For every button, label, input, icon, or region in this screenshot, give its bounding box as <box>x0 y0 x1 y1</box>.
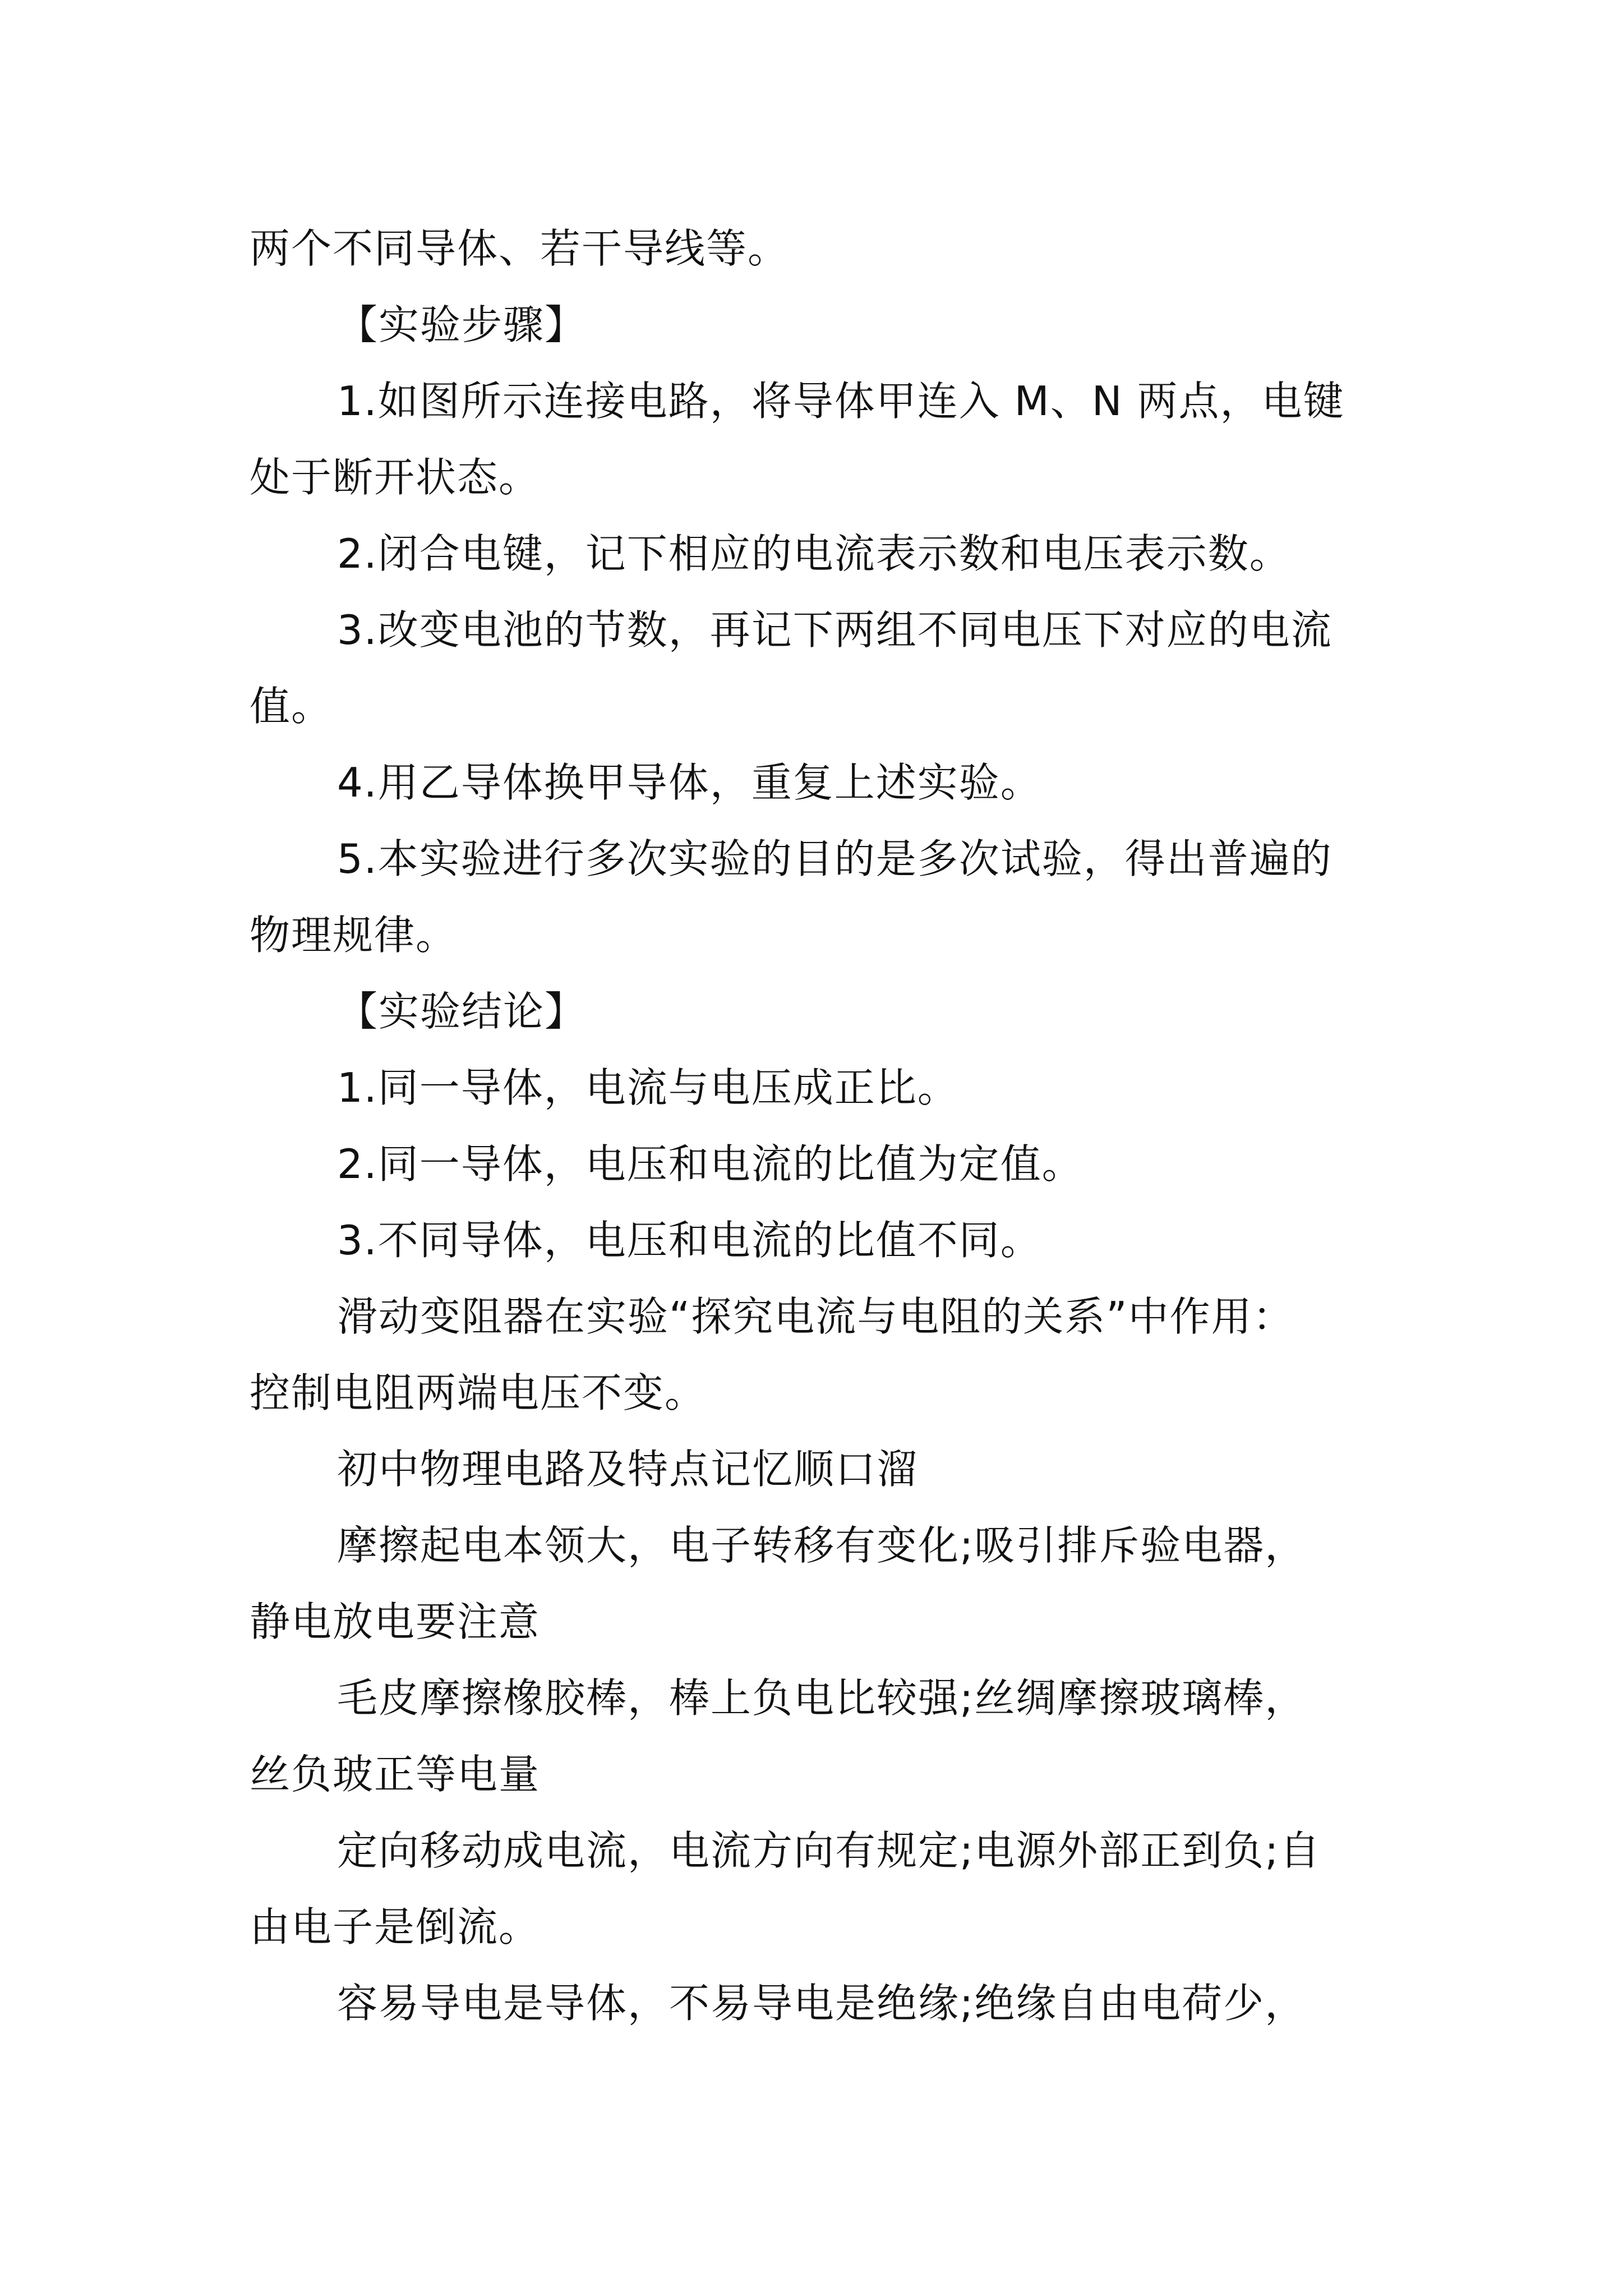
text-line: 毛皮摩擦橡胶棒，棒上负电比较强;丝绸摩擦玻璃棒， <box>337 1674 1307 1722</box>
text-line: 值。 <box>250 683 333 730</box>
text-line: 5.本实验进行多次实验的目的是多次试验，得出普遍的 <box>337 835 1332 882</box>
text-line: 3.不同导体，电压和电流的比值不同。 <box>337 1217 1042 1264</box>
text-line: 4.用乙导体换甲导体，重复上述实验。 <box>337 759 1042 806</box>
text-line: 滑动变阻器在实验“探究电流与电阻的关系”中作用： <box>337 1293 1294 1340</box>
text-line: 由电子是倒流。 <box>250 1903 541 1950</box>
text-line: 定向移动成电流，电流方向有规定;电源外部正到负;自 <box>337 1827 1321 1874</box>
body-text <box>250 210 1382 2041</box>
section-heading-steps: 【实验步骤】 <box>337 301 587 348</box>
text-line: 摩擦起电本领大，电子转移有变化;吸引排斥验电器， <box>337 1522 1307 1569</box>
text-line: 2.闭合电键，记下相应的电流表示数和电压表示数。 <box>337 530 1291 577</box>
text-line: 容易导电是导体，不易导电是绝缘;绝缘自由电荷少， <box>337 1980 1307 2027</box>
text-line: 1.同一导体，电流与电压成正比。 <box>337 1064 959 1111</box>
text-line: 物理规律。 <box>250 912 458 959</box>
text-line: 两个不同导体、若干导线等。 <box>250 225 790 272</box>
section-title-mnemonic: 初中物理电路及特点记忆顺口溜 <box>337 1446 919 1493</box>
section-heading-conclusion: 【实验结论】 <box>337 988 587 1035</box>
text-line: 丝负玻正等电量 <box>250 1751 541 1798</box>
text-line: 3.改变电池的节数，再记下两组不同电压下对应的电流 <box>337 606 1332 654</box>
text-line: 控制电阻两端电压不变。 <box>250 1369 707 1416</box>
text-line: 1.如图所示连接电路，将导体甲连入 M、N 两点，电键 <box>337 378 1345 425</box>
text-line: 2.同一导体，电压和电流的比值为定值。 <box>337 1140 1083 1188</box>
text-line: 处于断开状态。 <box>250 454 541 501</box>
text-line: 静电放电要注意 <box>250 1598 541 1645</box>
